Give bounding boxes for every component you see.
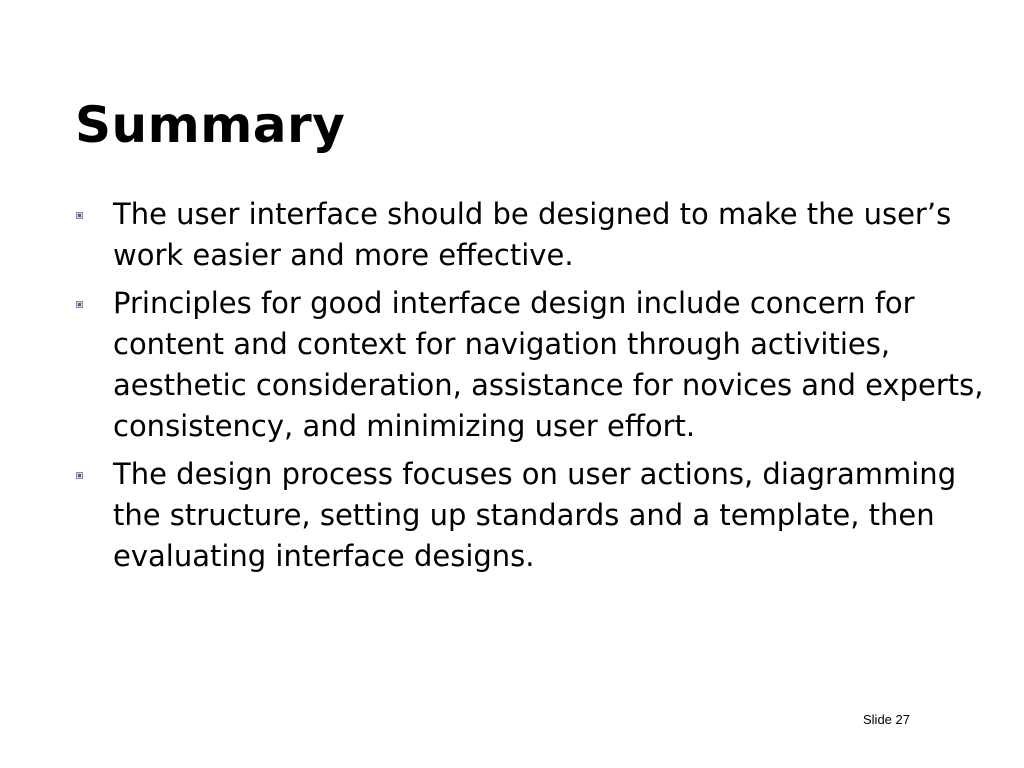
small-square-bullet-icon <box>76 301 83 308</box>
bullet-list <box>113 194 993 584</box>
small-square-bullet-icon <box>76 212 83 219</box>
bullet-item <box>113 283 993 447</box>
slide-number: Slide 27 <box>863 712 910 727</box>
bullet-text: The design process focuses on user actions, diagramming the structure, setting up standards and a template, then evaluating interface designs. <box>113 457 957 573</box>
bullet-text: The user interface should be designed to make the user’s work easier and more effective. <box>113 197 952 272</box>
bullet-text: Principles for good interface design include concern for content and context for navigation through activities, aesthetic consideration, assistance for novices and experts, consistency, and minimizing user effort. <box>113 286 984 443</box>
small-square-bullet-icon <box>76 472 83 479</box>
slide-title: Summary <box>75 96 346 154</box>
bullet-item <box>113 454 993 577</box>
bullet-item <box>113 194 993 276</box>
